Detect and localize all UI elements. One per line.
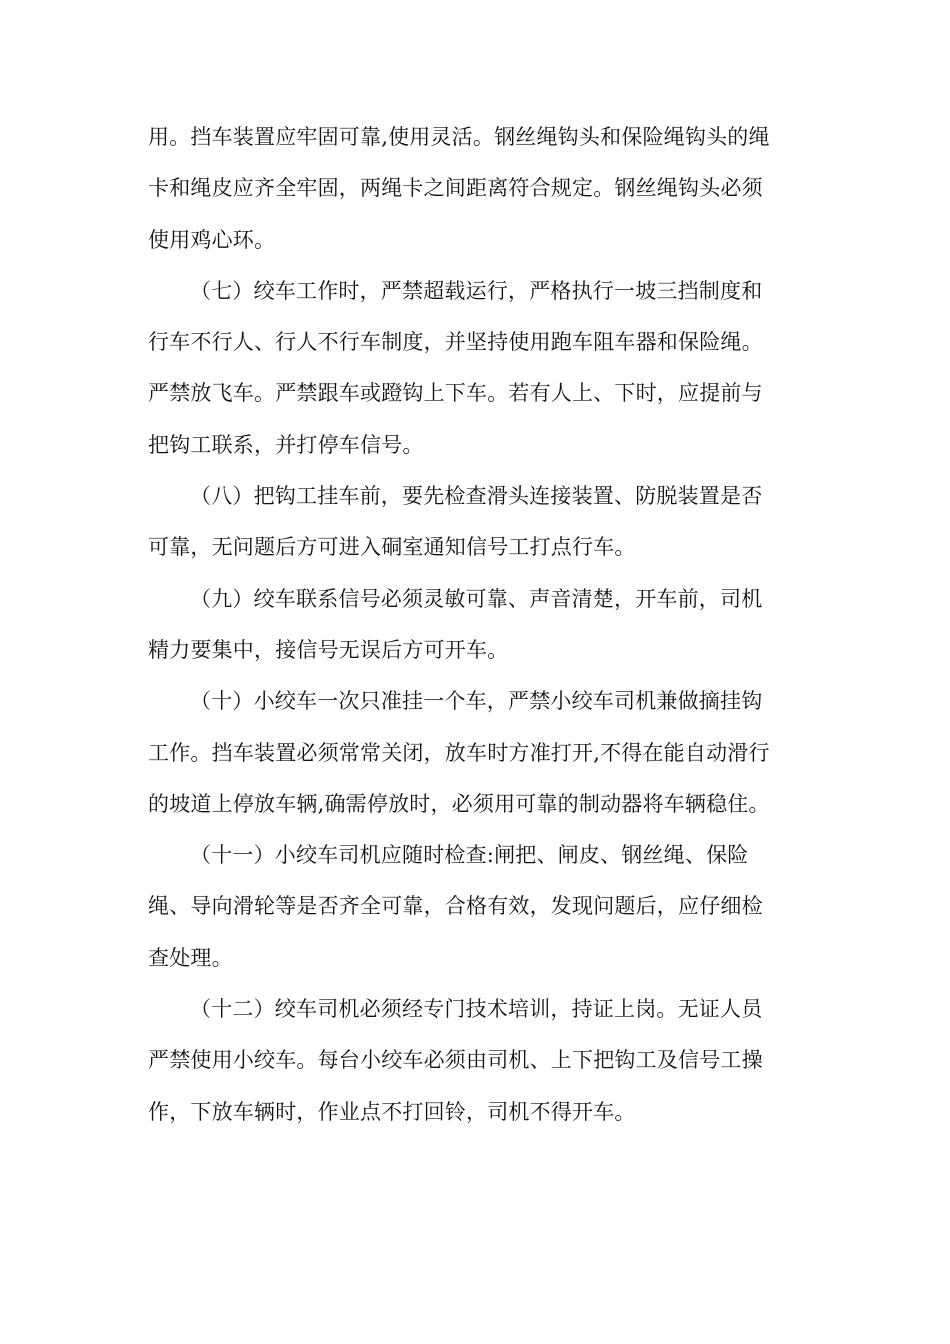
paragraph-start-line: （八）把钩工挂车前，要先检查滑头连接装置、防脱装置是否	[190, 484, 763, 509]
paragraph-start-line: （十二）绞车司机必须经专门技术培训，持证上岗。无证人员	[190, 997, 763, 1022]
text-line: 使用鸡心环。	[148, 227, 276, 252]
text-line: 作，下放车辆时，作业点不打回铃，司机不得开车。	[148, 1099, 636, 1124]
text-line: 严禁使用小绞车。每台小绞车必须由司机、上下把钩工及信号工操	[148, 1048, 763, 1073]
paragraph-start-line: （七）绞车工作时，严禁超载运行，严格执行一坡三挡制度和	[190, 278, 763, 303]
text-line: 用。挡车装置应牢固可靠,使用灵活。钢丝绳钩头和保险绳钩头的绳	[148, 125, 770, 149]
text-line: 精力要集中，接信号无误后方可开车。	[148, 637, 509, 662]
text-line: 把钩工联系，并打停车信号。	[148, 432, 424, 457]
text-line: 严禁放飞车。严禁跟车或蹬钩上下车。若有人上、下时，应提前与	[148, 381, 763, 406]
text-line: 可靠，无问题后方可进入硐室通知信号工打点行车。	[148, 535, 636, 560]
paragraph-start-line: （九）绞车联系信号必须灵敏可靠、声音清楚，开车前，司机	[190, 586, 763, 611]
text-line: 行车不行人、行人不行车制度，并坚持使用跑车阻车器和保险绳。	[148, 330, 763, 355]
text-line: 卡和绳皮应齐全牢固，两绳卡之间距离符合规定。钢丝绳钩头必须	[148, 176, 763, 201]
text-line: 工作。挡车装置必须常常关闭，放车时方准打开,不得在能自动滑行	[148, 740, 770, 765]
body-text	[148, 112, 808, 1138]
paragraph-start-line: （十一）小绞车司机应随时检查:闸把、闸皮、钢丝绳、保险	[190, 843, 749, 868]
text-line: 的坡道上停放车辆,确需停放时，必须用可靠的制动器将车辆稳住。	[148, 791, 770, 816]
text-line: 查处理。	[148, 945, 233, 970]
text-line: 绳、导向滑轮等是否齐全可靠，合格有效，发现问题后，应仔细检	[148, 894, 763, 919]
paragraph-start-line: （十）小绞车一次只准挂一个车，严禁小绞车司机兼做摘挂钩	[190, 689, 763, 714]
